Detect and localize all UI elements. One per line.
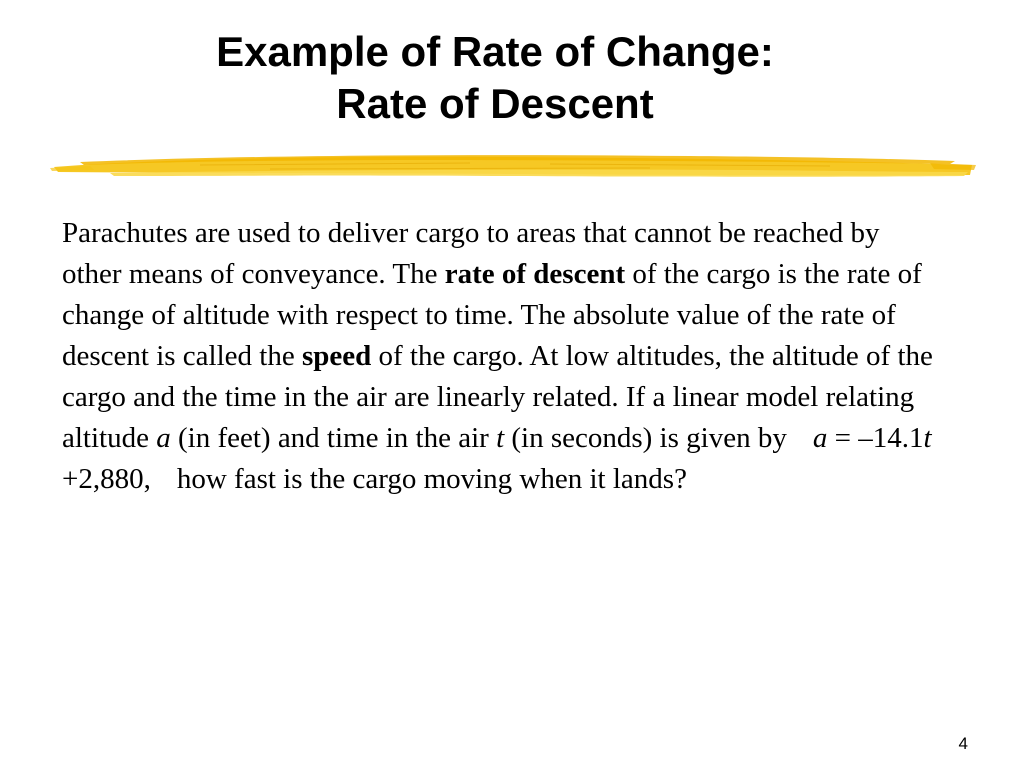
yellow-brush-stroke-divider (50, 148, 976, 184)
term-rate-of-descent: rate of descent (444, 258, 626, 290)
page-number: 4 (958, 734, 968, 753)
term-speed: speed (301, 340, 372, 372)
slide-title-line-1: Example of Rate of Change: (216, 28, 774, 75)
slide-title (0, 26, 990, 130)
slide-title-line-2: Rate of Descent (336, 80, 654, 127)
body-paragraph: Parachutes are used to deliver cargo to areas that cannot be reached by other means of conveyance. The rate of descent of the cargo is the rate of change of altitude with respect to time. The absolute value of the rate of descent is called the speed of the cargo. At low altitudes, the altitude of the cargo and the time in the air are linearly related. If a linear model relating altitude a (in feet) and time in the air t (in seconds) is given by a = –14.1t +2,880, how fast is the cargo moving when it lands? (62, 217, 933, 495)
equation: a = –14.1t +2,880, (62, 422, 932, 495)
variable-t: t (496, 422, 505, 454)
variable-a: a (156, 422, 171, 454)
